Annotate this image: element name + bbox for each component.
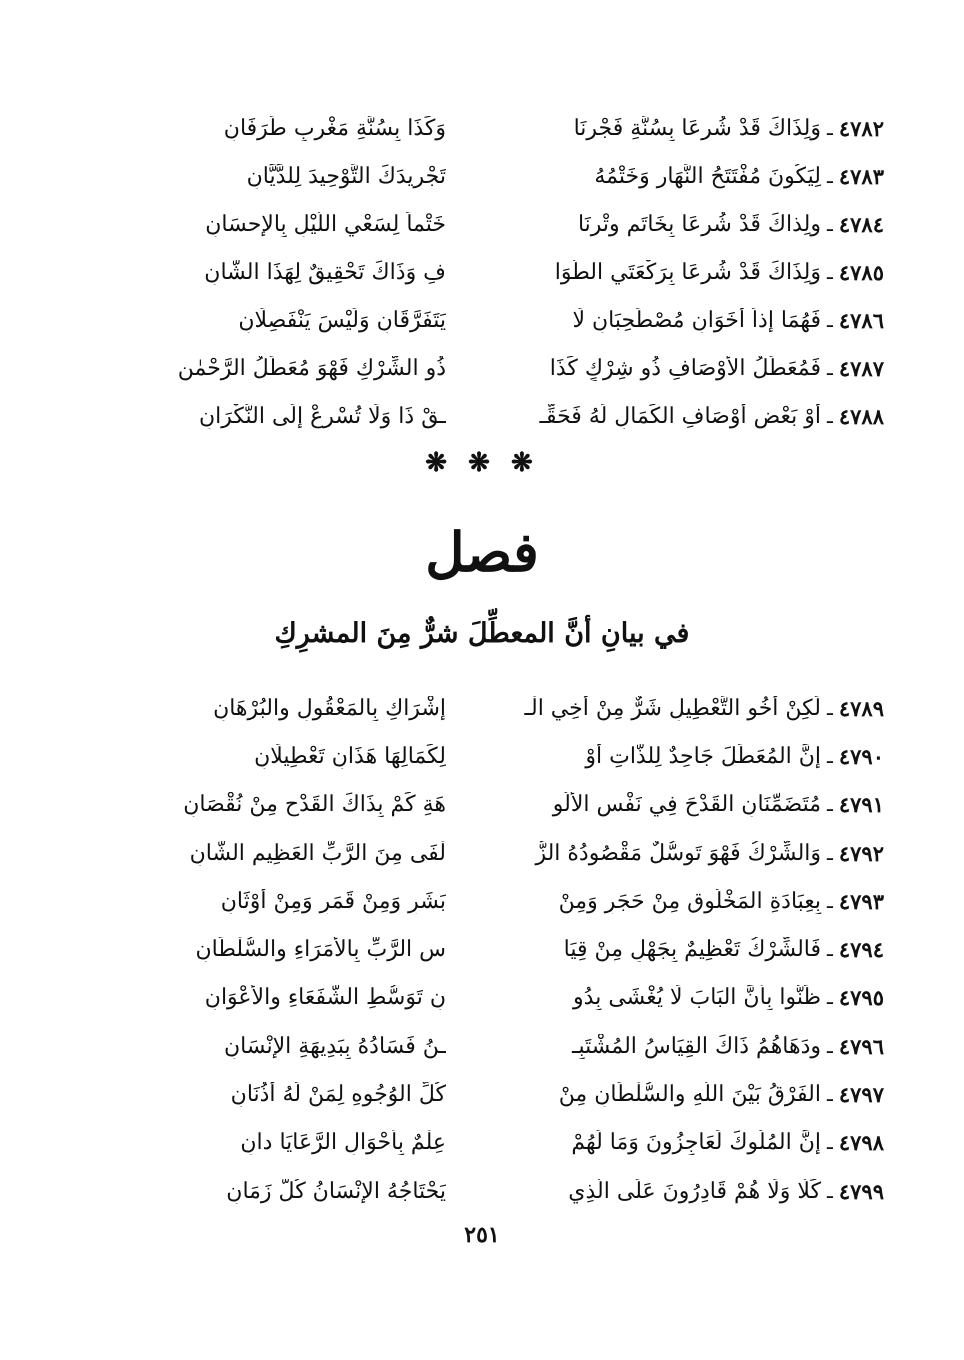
verse-row <box>84 248 884 296</box>
verse-row <box>84 296 884 344</box>
verse-dash: ـ <box>827 211 833 236</box>
verse-number: ٤٧٩٩ <box>838 1178 884 1204</box>
verse-first-hemistich <box>494 212 884 237</box>
verse-row <box>84 1022 884 1070</box>
verse-number: ٤٧٨٧ <box>838 355 884 381</box>
verse-row <box>84 877 884 925</box>
verse-first-hemistich <box>494 308 884 333</box>
verse-number: ٤٧٨٨ <box>838 403 884 429</box>
verse-first-hemistich <box>494 1082 884 1107</box>
verse-first-hemistich <box>494 744 884 769</box>
verse-dash: ـ <box>827 403 833 428</box>
verse-second-hemistich: يَتَفَرَّقَانِ وَلَيْسَ يَنْفَصِلَانِ <box>238 307 446 333</box>
hemistich-text: مُتَضَمِّنَانِ القَدْحَ فِي نَفْسِ الأُلُو <box>552 792 822 818</box>
verse-first-hemistich <box>494 1179 884 1204</box>
verse-first-hemistich <box>494 356 884 381</box>
verse-number: ٤٧٩٧ <box>838 1082 884 1108</box>
verse-number: ٤٧٨٦ <box>838 307 884 333</box>
verse-second-hemistich: كُلِّ الوُجُوهِ لِمَنْ لَهُ أُذُنَانِ <box>230 1082 446 1108</box>
verse-dash: ـ <box>827 163 833 188</box>
hemistich-text: أَوْ بَعْضِ أَوْصَافِ الكَمَالِ لَهُ فَحَقِّـ <box>539 403 822 429</box>
hemistich-text: فَمُعَطِّلُ الأَوْصَافِ ذُو شِرْكٍ كَذَا <box>549 355 822 381</box>
verse-number: ٤٧٨٩ <box>838 695 884 721</box>
verse-dash: ـ <box>827 792 833 817</box>
verse-number: ٤٧٨٣ <box>838 163 884 189</box>
section-title: فصل <box>425 520 539 584</box>
verse-second-hemistich: يَحْتَاجُهُ الإِنْسَانُ كُلَّ زَمَانِ <box>226 1178 446 1204</box>
poem-block-top <box>84 104 884 440</box>
verse-second-hemistich: ـنُ فَسَادُهُ بِبَدِيهَةِ الإِنْسَانِ <box>224 1033 446 1059</box>
hemistich-text: الفَرْقُ بَيْنَ اللَّهِ والسُّلْطَانِ مِنْ <box>558 1082 822 1108</box>
verse-row <box>84 344 884 392</box>
verse-dash: ـ <box>827 1178 833 1203</box>
hemistich-text: فَالشِّرْكُ تَعْظِيمٌ بِجَهْلٍ مِنْ قِيَا <box>563 937 822 963</box>
verse-first-hemistich <box>494 985 884 1010</box>
verse-number: ٤٧٩٠ <box>838 743 884 769</box>
section-separator: ❋ ❋ ❋ <box>425 448 539 478</box>
hemistich-text: إِنَّ المُعَطِّلَ جَاحِدٌ لِلذَّاتِ أَوْ <box>585 743 822 769</box>
hemistich-text: لِيَكُونَ مُفْتَتَحُ النَّهَارِ وَخَتْمُهُ <box>594 163 822 189</box>
hemistich-text: كَلَّا وَلَا هُمْ قَادِرُونَ عَلَى الَّذِي <box>568 1178 822 1204</box>
hemistich-text: ظَنُّوا بِأَنَّ البَابَ لَا يُغْشَى بِدُو <box>573 985 822 1011</box>
verse-number: ٤٧٩٨ <box>838 1130 884 1156</box>
hemistich-text: ودَهَاهُمُ ذَاكَ القِيَاسُ المُشْتَبِـ <box>572 1033 822 1059</box>
verse-dash: ـ <box>827 888 833 913</box>
verse-row <box>84 684 884 732</box>
verse-row <box>84 200 884 248</box>
hemistich-text: ولِذاكَ قَدْ شُرِعَا بِخَاتَمِ وِتْرِنَا <box>577 211 822 237</box>
verse-number: ٤٧٩٤ <box>838 937 884 963</box>
verse-dash: ـ <box>827 355 833 380</box>
verse-dash: ـ <box>827 937 833 962</box>
verse-row <box>84 152 884 200</box>
verse-dash: ـ <box>827 743 833 768</box>
hemistich-text: وَالشِّرْكُ فَهْوَ تَوسُّلٌ مَقْصُودُهُ الزُّ <box>535 840 822 866</box>
verse-second-hemistich: تَجْرِيدَكَ التَّوْحِيدَ لِلدَّيَّانِ <box>246 163 446 189</box>
verse-first-hemistich <box>494 889 884 914</box>
verse-row <box>84 829 884 877</box>
hemistich-text: وَلِذَاكَ قَدْ شُرِعَا بِرَكْعَتَيِ الطَّوَا <box>554 259 822 285</box>
verse-second-hemistich: نِ تَوَسُّطِ الشُّفَعَاءِ والأَعْوَانِ <box>204 985 446 1011</box>
verse-first-hemistich <box>494 164 884 189</box>
verse-second-hemistich: عِلْمٌ بِأَحْوَالِ الرَّعَايَا دانِ <box>240 1130 446 1156</box>
verse-dash: ـ <box>827 1082 833 1107</box>
verse-row <box>84 732 884 780</box>
verse-first-hemistich <box>494 792 884 817</box>
verse-number: ٤٧٨٢ <box>838 115 884 141</box>
verse-second-hemistich: هَةِ كَمْ بِذَاكَ القَدْحِ مِنْ نُقْصَانِ <box>183 792 446 818</box>
verse-second-hemistich: سِ الرَّبِّ بِالأُمَرَاءِ والسُّلْطَانِ <box>195 937 446 963</box>
verse-first-hemistich <box>494 1130 884 1155</box>
verse-dash: ـ <box>827 1130 833 1155</box>
verse-dash: ـ <box>827 985 833 1010</box>
verse-second-hemistich: وَكَذَا بِسُنَّةِ مَغْرِبٍ طَرَفَانِ <box>223 115 446 141</box>
verse-second-hemistich: إِشْرَاكِ بِالمَعْقُولِ والبُرْهَانِ <box>213 695 446 721</box>
verse-number: ٤٧٩٦ <box>838 1033 884 1059</box>
verse-row <box>84 974 884 1022</box>
verse-first-hemistich <box>494 1034 884 1059</box>
verse-row <box>84 925 884 973</box>
verse-first-hemistich <box>494 116 884 141</box>
verse-row <box>84 781 884 829</box>
verse-second-hemistich: بَشَرٍ وَمِنْ قَمَرٍ وَمِنْ أَوْثَانِ <box>220 888 446 914</box>
verse-second-hemistich: ـقْ ذَا وَلَا تُسْرِعْ إِلَى النُّكْرَانِ <box>198 403 446 429</box>
verse-dash: ـ <box>827 1033 833 1058</box>
hemistich-text: بِعِبَادَةِ المَخْلُوقِ مِنْ حَجَرٍ وَمِنْ <box>558 888 822 914</box>
verse-row <box>84 1167 884 1215</box>
verse-first-hemistich <box>494 937 884 962</box>
verse-first-hemistich <box>494 841 884 866</box>
verse-row <box>84 1119 884 1167</box>
verse-row <box>84 1070 884 1118</box>
section-subtitle: في بيانِ أنَّ المعطِّلَ شرٌّ مِنَ المشرِكِ <box>274 618 690 649</box>
verse-dash: ـ <box>827 115 833 140</box>
hemistich-text: فَهُمَا إِذاً أَخَوَانِ مُصْطَحِبَانِ لَا <box>572 307 822 333</box>
verse-second-hemistich: فِ وَذَاكَ تَحْقِيقٌ لِهَذَا الشَّانِ <box>204 259 446 285</box>
verse-second-hemistich: لْفَى مِنَ الرَّبِّ العَظِيمِ الشَّانِ <box>189 840 446 866</box>
verse-number: ٤٧٨٥ <box>838 259 884 285</box>
hemistich-text: وَلِذَاكَ قَدْ شُرِعَا بِسُنَّةِ فَجْرِنَا <box>573 115 822 141</box>
verse-dash: ـ <box>827 840 833 865</box>
hemistich-text: إِنَّ المُلُوكَ لَعَاجِزُونَ وَمَا لَهُمْ <box>571 1130 822 1156</box>
verse-dash: ـ <box>827 695 833 720</box>
verse-second-hemistich: خَتْماً لِسَعْيِ اللَّيْلِ بِالإِحسَانِ <box>205 211 446 237</box>
verse-number: ٤٧٩٢ <box>838 840 884 866</box>
verse-number: ٤٧٩٥ <box>838 985 884 1011</box>
verse-number: ٤٧٨٤ <box>838 211 884 237</box>
verse-row <box>84 104 884 152</box>
verse-dash: ـ <box>827 307 833 332</box>
verse-dash: ـ <box>827 259 833 284</box>
verse-number: ٤٧٩١ <box>838 792 884 818</box>
verse-second-hemistich: ذُو الشِّرْكِ فَهْوَ مُعَطِّلُ الرَّحْمٰنِ <box>177 355 446 381</box>
verse-row <box>84 392 884 440</box>
verse-first-hemistich <box>494 260 884 285</box>
verse-first-hemistich <box>494 696 884 721</box>
poem-block-bottom <box>84 684 884 1215</box>
verse-number: ٤٧٩٣ <box>838 888 884 914</box>
verse-second-hemistich: لِكَمَالِهَا هَذَانِ تَعْطِيلَانِ <box>254 743 446 769</box>
page-number: ٢٥١ <box>464 1222 500 1248</box>
verse-first-hemistich <box>494 404 884 429</box>
hemistich-text: لَكِنْ أَخُو التَّعْطِيلِ شَرٌّ مِنْ أَخِي الْـ <box>524 695 822 721</box>
